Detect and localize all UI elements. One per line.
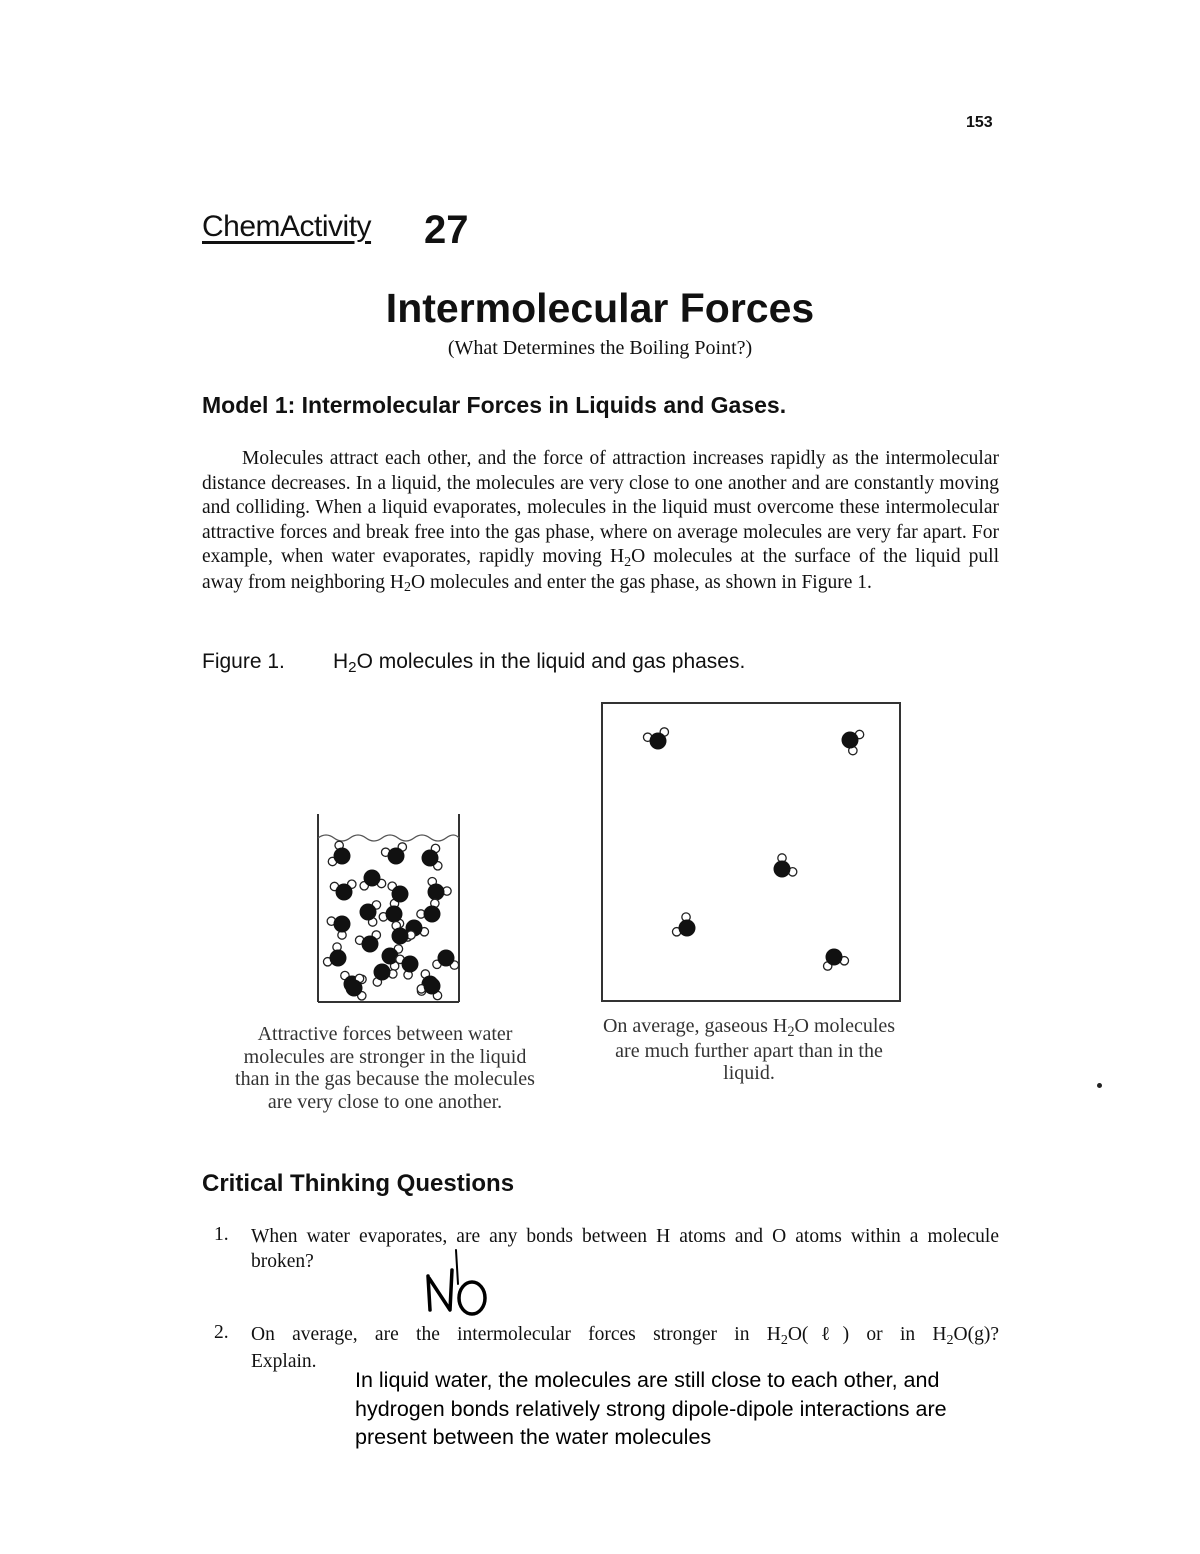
question-1-number: 1. <box>214 1224 229 1245</box>
gas-box-illustration <box>600 700 904 1004</box>
page-title: Intermolecular Forces <box>385 285 815 331</box>
activity-label: ChemActivity <box>202 210 372 243</box>
model-heading: Model 1: Intermolecular Forces in Liquids and Gases. <box>202 392 787 418</box>
water-molecule <box>360 901 381 926</box>
liquid-beaker-illustration <box>310 808 470 1008</box>
subscript: 2 <box>348 659 357 677</box>
water-molecule <box>330 880 356 900</box>
water-molecule <box>672 913 695 937</box>
q2-text-post: O(g)? <box>953 1324 999 1345</box>
questions-heading: Critical Thinking Questions <box>202 1170 515 1197</box>
water-molecule <box>774 854 797 878</box>
q2-text-mid: O(ℓ) or in H <box>787 1324 947 1345</box>
water-molecule <box>823 949 848 971</box>
subscript: 2 <box>404 579 412 596</box>
subscript: 2 <box>946 1331 954 1348</box>
water-molecule <box>422 844 442 870</box>
water-molecule <box>360 870 386 890</box>
paragraph-mid: O molecules at the surface of the liquid pull away from neighboring H <box>202 546 999 593</box>
model-paragraph <box>202 447 999 596</box>
question-2-text <box>251 1322 999 1349</box>
question-1-text: When water evaporates, are any bonds between H atoms and O atoms within a molecule broken? <box>251 1226 999 1272</box>
water-molecule <box>381 843 406 865</box>
paragraph-start: Molecules attract each other, and the force of attraction increases rapidly as the intermolecular distance decreases. In a liquid, the molecules are very close to one another and are constantly moving and colliding. When a liquid evaporates, molecules in the liquid must overcome these intermolecular attractive forces and break free into the gas phase, where on average molecules are very far apart. For example, when water evaporates, rapidly moving H <box>202 448 999 567</box>
water-molecule <box>417 978 442 1000</box>
activity-number: 27 <box>424 208 469 252</box>
water-molecule <box>327 916 350 940</box>
water-molecule <box>328 841 350 866</box>
gas-caption-post: O molecules are much further apart than in the liquid. <box>615 1015 896 1084</box>
water-molecule <box>323 943 346 967</box>
subscript: 2 <box>624 553 632 570</box>
figure-caption <box>333 650 746 677</box>
liquid-caption: Attractive forces between water molecules are stronger in the liquid than in the gas because the molecules are very close to one another. <box>235 1023 535 1113</box>
water-molecule <box>643 728 668 750</box>
handwritten-answer-no <box>420 1248 500 1318</box>
question-2-explain: Explain. <box>251 1351 317 1372</box>
gas-caption <box>600 1015 898 1085</box>
subscript: 2 <box>780 1331 788 1348</box>
figure-caption-post: O molecules in the liquid and gas phases. <box>356 650 746 673</box>
paragraph-end: O molecules and enter the gas phase, as shown in Figure 1. <box>411 571 872 593</box>
gas-caption-pre: On average, gaseous H <box>602 1015 788 1037</box>
answer-2-text: In liquid water, the molecules are still close to each other, and hydrogen bonds relatively strong dipole-dipole interactions are present between the water molecules <box>355 1368 947 1449</box>
page-number: 153 <box>966 114 993 131</box>
water-molecule <box>842 730 864 755</box>
water-molecule <box>417 899 441 922</box>
liquid-surface <box>318 835 459 841</box>
water-molecule <box>355 931 380 953</box>
water-molecule <box>433 950 459 970</box>
q2-text-pre: On average, are the intermolecular forces stronger in H <box>251 1324 781 1345</box>
page-subtitle: (What Determines the Boiling Point?) <box>447 337 753 359</box>
water-molecule <box>388 882 408 908</box>
question-2-number: 2. <box>214 1322 229 1343</box>
gas-molecules <box>643 728 863 970</box>
subscript: 2 <box>787 1024 795 1041</box>
liquid-molecules <box>323 841 458 1000</box>
water-molecule <box>428 877 452 900</box>
stray-mark <box>1097 1083 1102 1088</box>
figure-caption-pre: H <box>333 650 349 673</box>
figure-label: Figure 1. <box>202 650 285 673</box>
